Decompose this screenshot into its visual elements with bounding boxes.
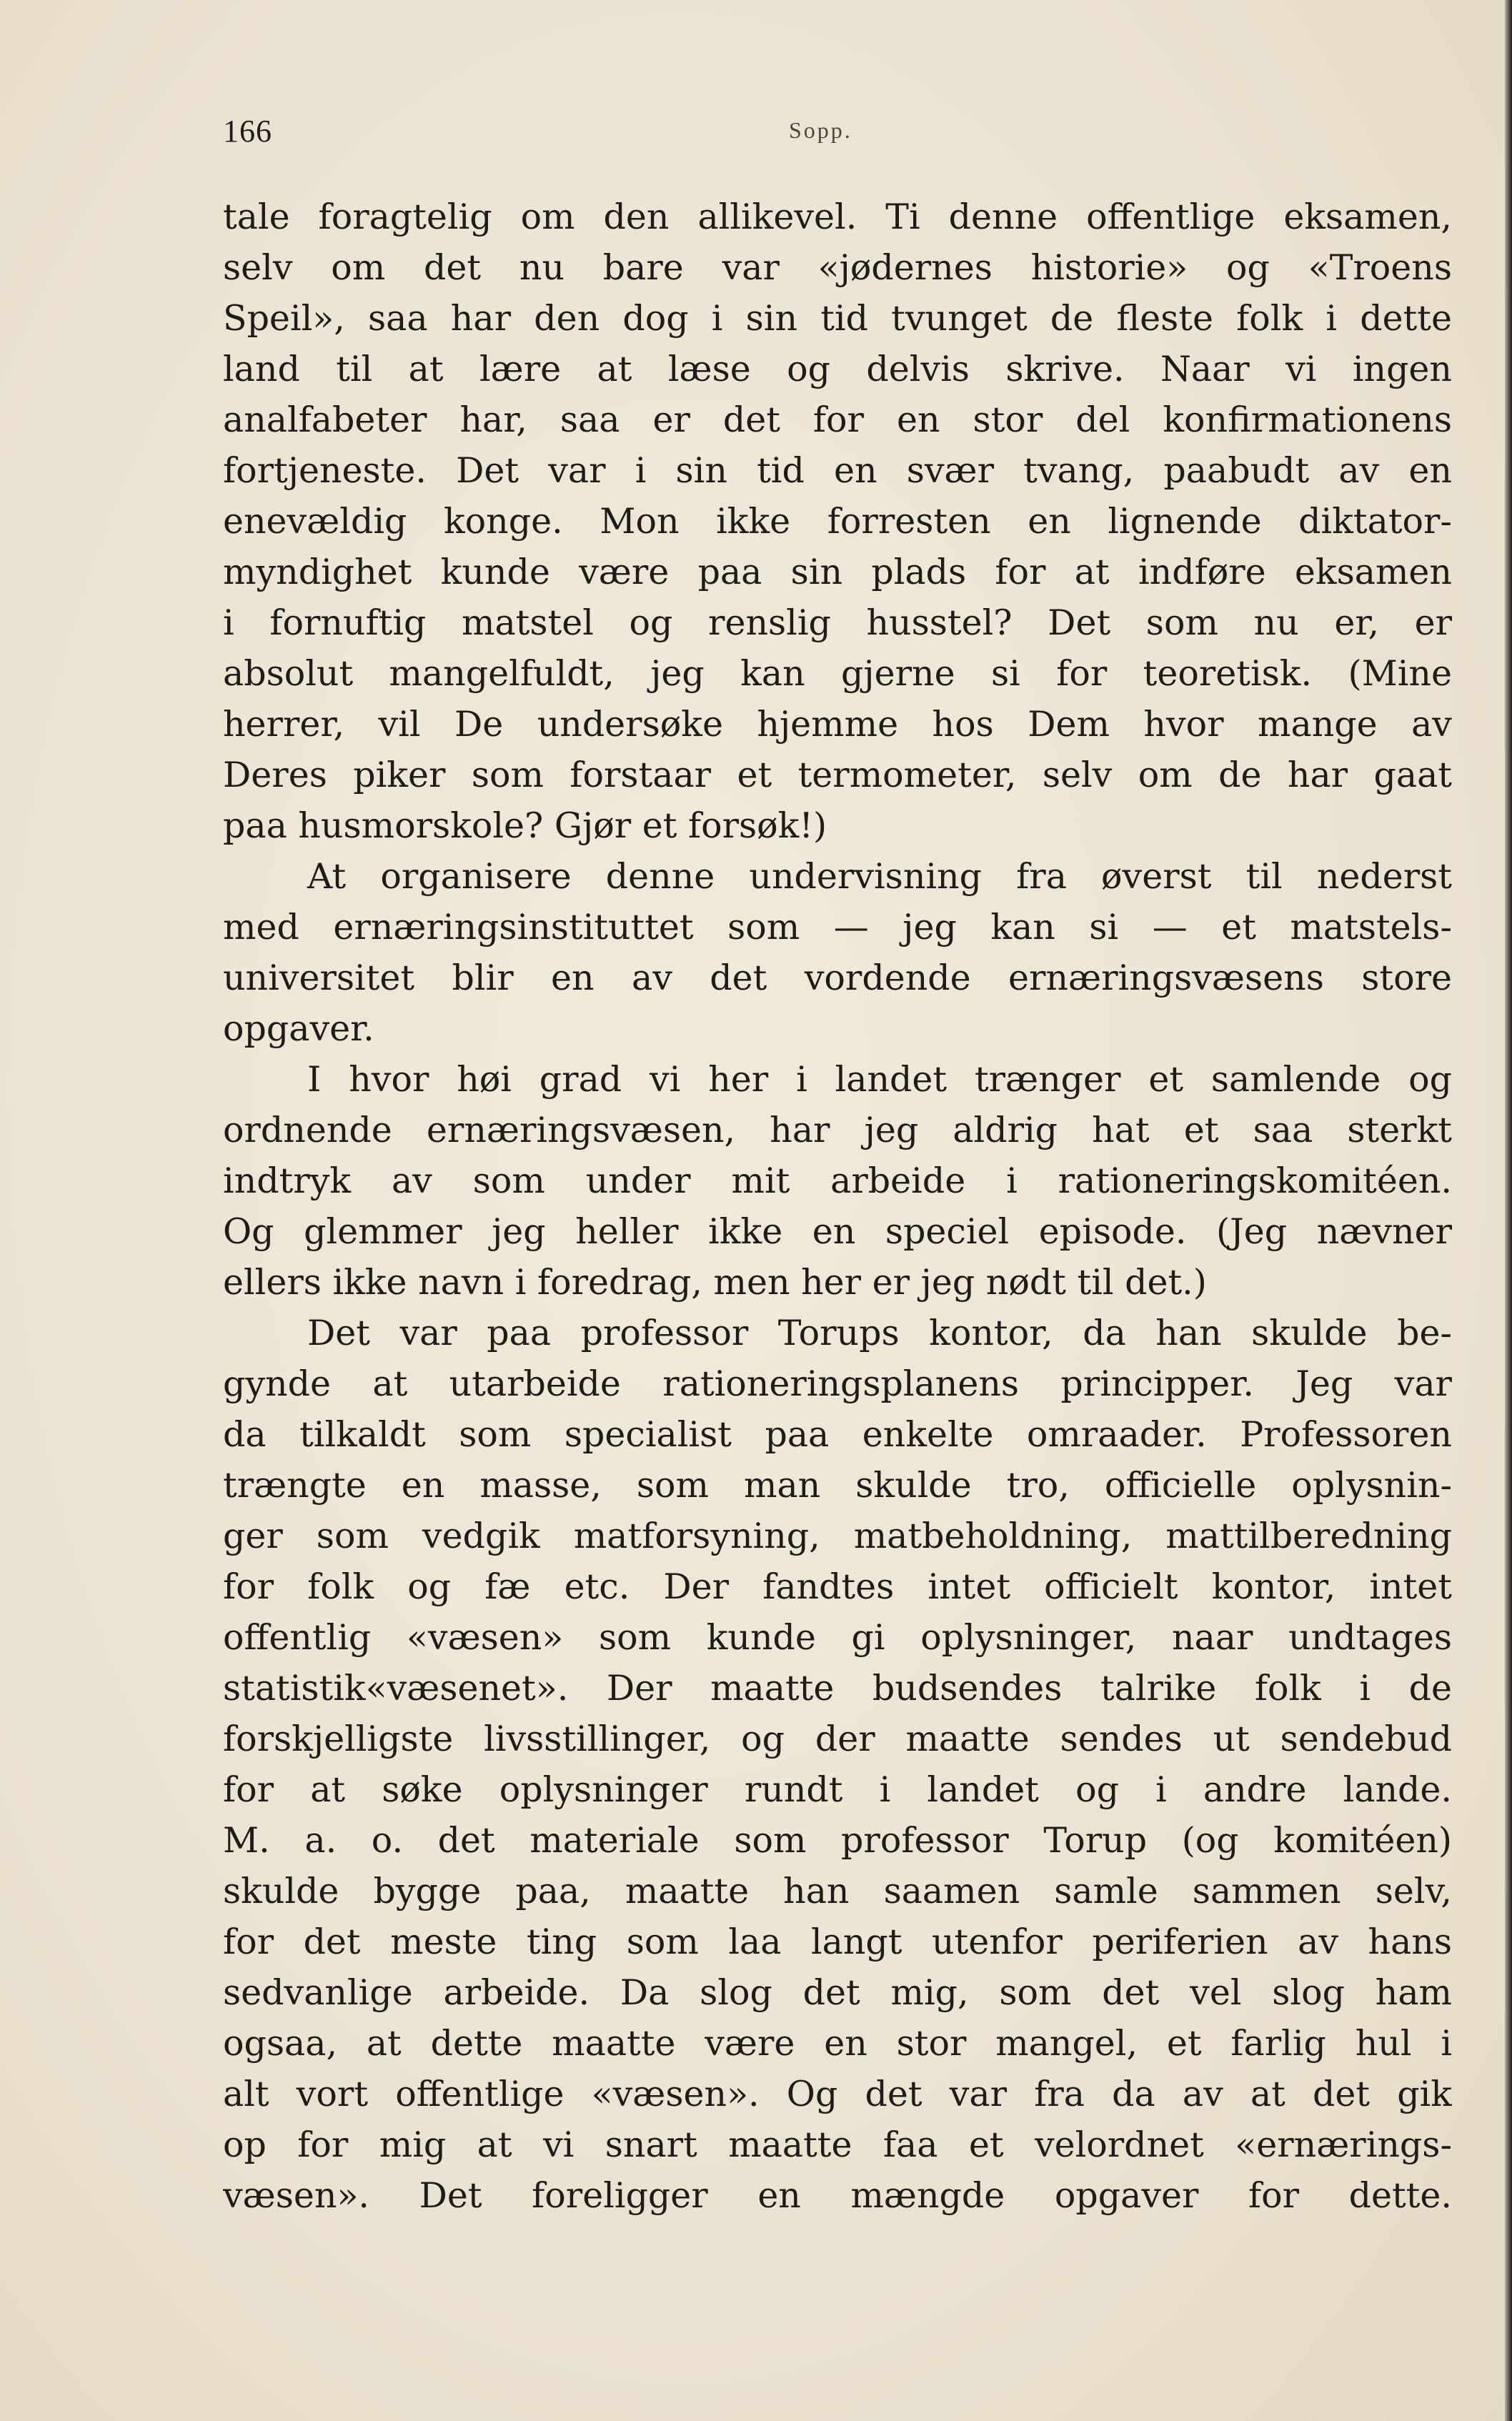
text-line: for at søke oplysninger rundt i landet og i andre lande. bbox=[223, 1769, 1452, 1810]
text-line: Deres piker som forstaar et termometer, selv om de har gaat bbox=[223, 755, 1452, 795]
text-line: M. a. o. det materiale som professor Torup (og komitéen) bbox=[223, 1820, 1452, 1861]
text-line: analfabeter har, saa er det for en stor del konfirmationens bbox=[223, 399, 1452, 440]
text-line: fortjeneste. Det var i sin tid en svær tvang, paabudt av en bbox=[223, 450, 1452, 491]
text-line: ogsaa, at dette maatte være en stor mangel, et farlig hul i bbox=[223, 2023, 1452, 2064]
text-line: selv om det nu bare var «jødernes historie» og «Troens bbox=[223, 247, 1452, 288]
text-line: indtryk av som under mit arbeide i rationeringskomitéen. bbox=[223, 1160, 1452, 1201]
text-line: ellers ikke navn i foredrag, men her er jeg nødt til det.) bbox=[223, 1262, 1207, 1303]
text-line: væsen». Det foreligger en mængde opgaver for dette. bbox=[223, 2175, 1452, 2216]
text-line: Og glemmer jeg heller ikke en speciel episode. (Jeg nævner bbox=[223, 1211, 1452, 1252]
text-line: for folk og fæ etc. Der fandtes intet officielt kontor, intet bbox=[223, 1566, 1452, 1607]
page-header bbox=[223, 113, 1452, 156]
body-text bbox=[223, 192, 1452, 2221]
text-line: offentlig «væsen» som kunde gi oplysninger, naar undtages bbox=[223, 1617, 1452, 1658]
text-line: i fornuftig matstel og renslig husstel? Det som nu er, er bbox=[223, 602, 1452, 643]
page-number: 166 bbox=[223, 114, 272, 149]
text-line: da tilkaldt som specialist paa enkelte omraader. Professoren bbox=[223, 1414, 1452, 1455]
text-line: sedvanlige arbeide. Da slog det mig, som det vel slog ham bbox=[223, 1972, 1452, 2013]
text-line: land til at lære at læse og delvis skrive. Naar vi ingen bbox=[223, 349, 1452, 389]
text-line: Speil», saa har den dog i sin tid tvunget de fleste folk i dette bbox=[223, 298, 1452, 339]
text-line: forskjelligste livsstillinger, og der maatte sendes ut sendebud bbox=[223, 1719, 1452, 1759]
text-line: alt vort offentlige «væsen». Og det var fra da av at det gik bbox=[223, 2074, 1452, 2114]
text-line: skulde bygge paa, maatte han saamen samle sammen selv, bbox=[223, 1871, 1452, 1912]
text-line: universitet blir en av det vordende ernæringsvæsens store bbox=[223, 958, 1452, 998]
text-line: tale foragtelig om den allikevel. Ti denne offentlige eksamen, bbox=[223, 197, 1452, 237]
book-spine-edge bbox=[1505, 0, 1512, 2421]
paragraph-first-line: I hvor høi grad vi her i landet trænger et samlende og bbox=[307, 1059, 1452, 1100]
text-line: ordnende ernæringsvæsen, har jeg aldrig hat et saa sterkt bbox=[223, 1110, 1452, 1150]
text-line: statistik«væsenet». Der maatte budsendes talrike folk i de bbox=[223, 1668, 1452, 1709]
text-line: opgaver. bbox=[223, 1008, 374, 1049]
running-head: Sopp. bbox=[789, 117, 852, 143]
text-line: med ernæringsinstituttet som — jeg kan si — et matstels- bbox=[223, 907, 1452, 948]
text-line: trængte en masse, som man skulde tro, officielle oplysnin- bbox=[223, 1465, 1452, 1506]
text-line: gynde at utarbeide rationeringsplanens principper. Jeg var bbox=[223, 1363, 1452, 1404]
text-line: op for mig at vi snart maatte faa et velordnet «ernærings- bbox=[223, 2124, 1452, 2165]
text-line: herrer, vil De undersøke hjemme hos Dem hvor mange av bbox=[223, 704, 1452, 745]
text-line: paa husmorskole? Gjør et forsøk!) bbox=[223, 805, 827, 846]
text-line: for det meste ting som laa langt utenfor periferien av hans bbox=[223, 1922, 1452, 1962]
text-line: ger som vedgik matforsyning, matbeholdning, mattilberedning bbox=[223, 1516, 1452, 1556]
text-line: enevældig konge. Mon ikke forresten en lignende diktator- bbox=[223, 501, 1452, 542]
paragraph-first-line: Det var paa professor Torups kontor, da han skulde be- bbox=[307, 1313, 1452, 1353]
text-line: myndighet kunde være paa sin plads for at indføre eksamen bbox=[223, 552, 1452, 592]
paragraph-first-line: At organisere denne undervisning fra øverst til nederst bbox=[307, 856, 1452, 897]
text-line: absolut mangelfuldt, jeg kan gjerne si for teoretisk. (Mine bbox=[223, 653, 1452, 694]
